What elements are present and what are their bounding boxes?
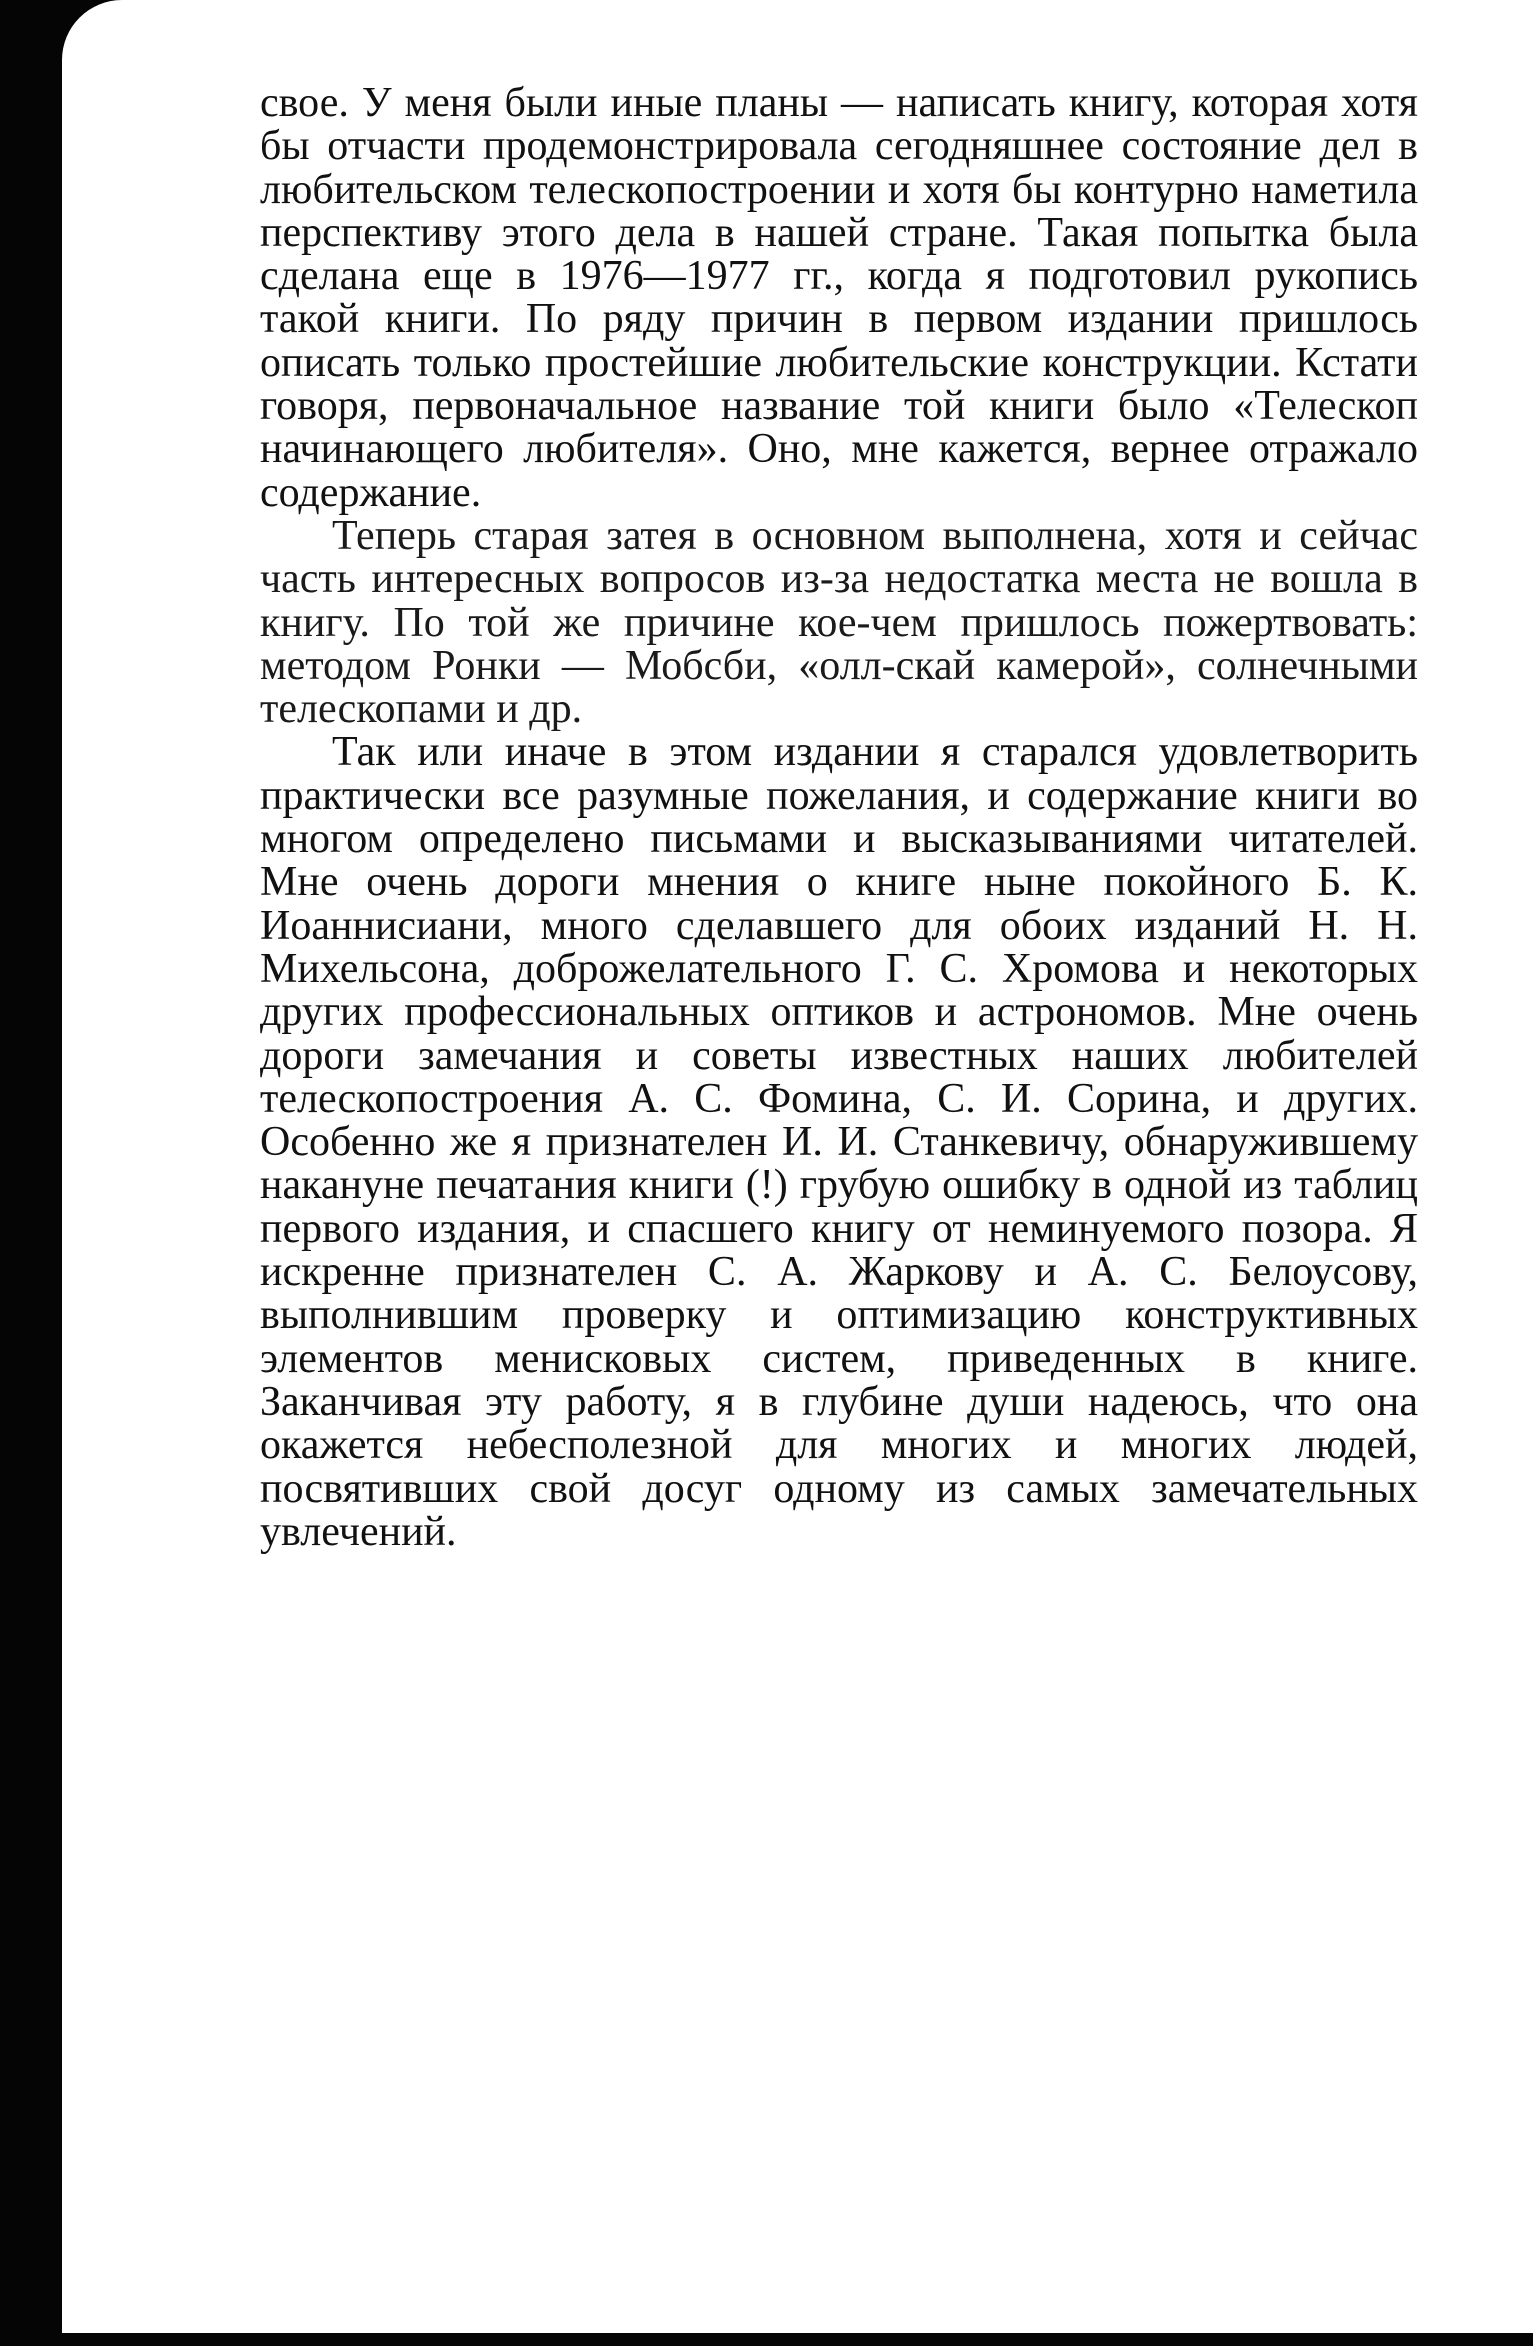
paragraph-now-plan-fulfilled: Теперь старая затея в основном выполнена, хотя и сейчас часть интересных вопросов из-за недостатка места не вошла в книгу. По той же причине кое-чем пришлось пожертвовать: методом Ронки — Мобсби, «олл-скай камерой», солнечными телескопами и др. xyxy=(260,512,1418,733)
paragraph-continuation: свое. У меня были иные планы — написать книгу, которая хотя бы отчасти продемонстрировала сегодняшнее состояние дел в любительском телескопостроении и хотя бы контурно наметила перспективу этого дела в нашей стране. Такая попытка была сделана еще в 1976—1977 гг., когда я подготовил рукопись такой книги. По ряду причин в первом издании пришлось описать только простейшие любительские конструкции. Кстати говоря, первоначальное название той книги было «Телескоп начинающего любителя». Оно, мне кажется, вернее отражало содержание. xyxy=(260,80,1418,516)
scan-border-left xyxy=(0,0,62,2346)
scan-border-bottom xyxy=(0,2333,1533,2346)
paragraph-acknowledgements: Так или иначе в этом издании я старался удовлетворить практически все разумные пожелания, и содержание книги во многом определено письмами и высказываниями читателей. Мне очень дороги мнения о книге ныне покойного Б. К. Иоаннисиани, много сделавшего для обоих изданий Н. Н. Михельсона, доброжелательного Г. С. Хромова и некоторых других профессиональных оптиков и астрономов. Мне очень дороги замечания и советы известных наших любителей телескопостроения А. С. Фомина, С. И. Сорина, и других. Особенно же я признателен И. И. Станкевичу, обнаружившему накануне печатания книги (!) грубую ошибку в одной из таблиц первого издания, и спасшего книгу от неминуемого позора. Я искренне признателен С. А. Жаркову и А. С. Белоусову, выполнившим проверку и оптимизацию конструктивных элементов менисковых систем, приведенных в книге. Заканчивая эту работу, я в глубине души надеюсь, что она окажется небесполезной для многих и многих людей, посвятивших свой досуг одному из самых замечательных увлечений. xyxy=(260,729,1418,1555)
body-text xyxy=(260,82,1418,1554)
